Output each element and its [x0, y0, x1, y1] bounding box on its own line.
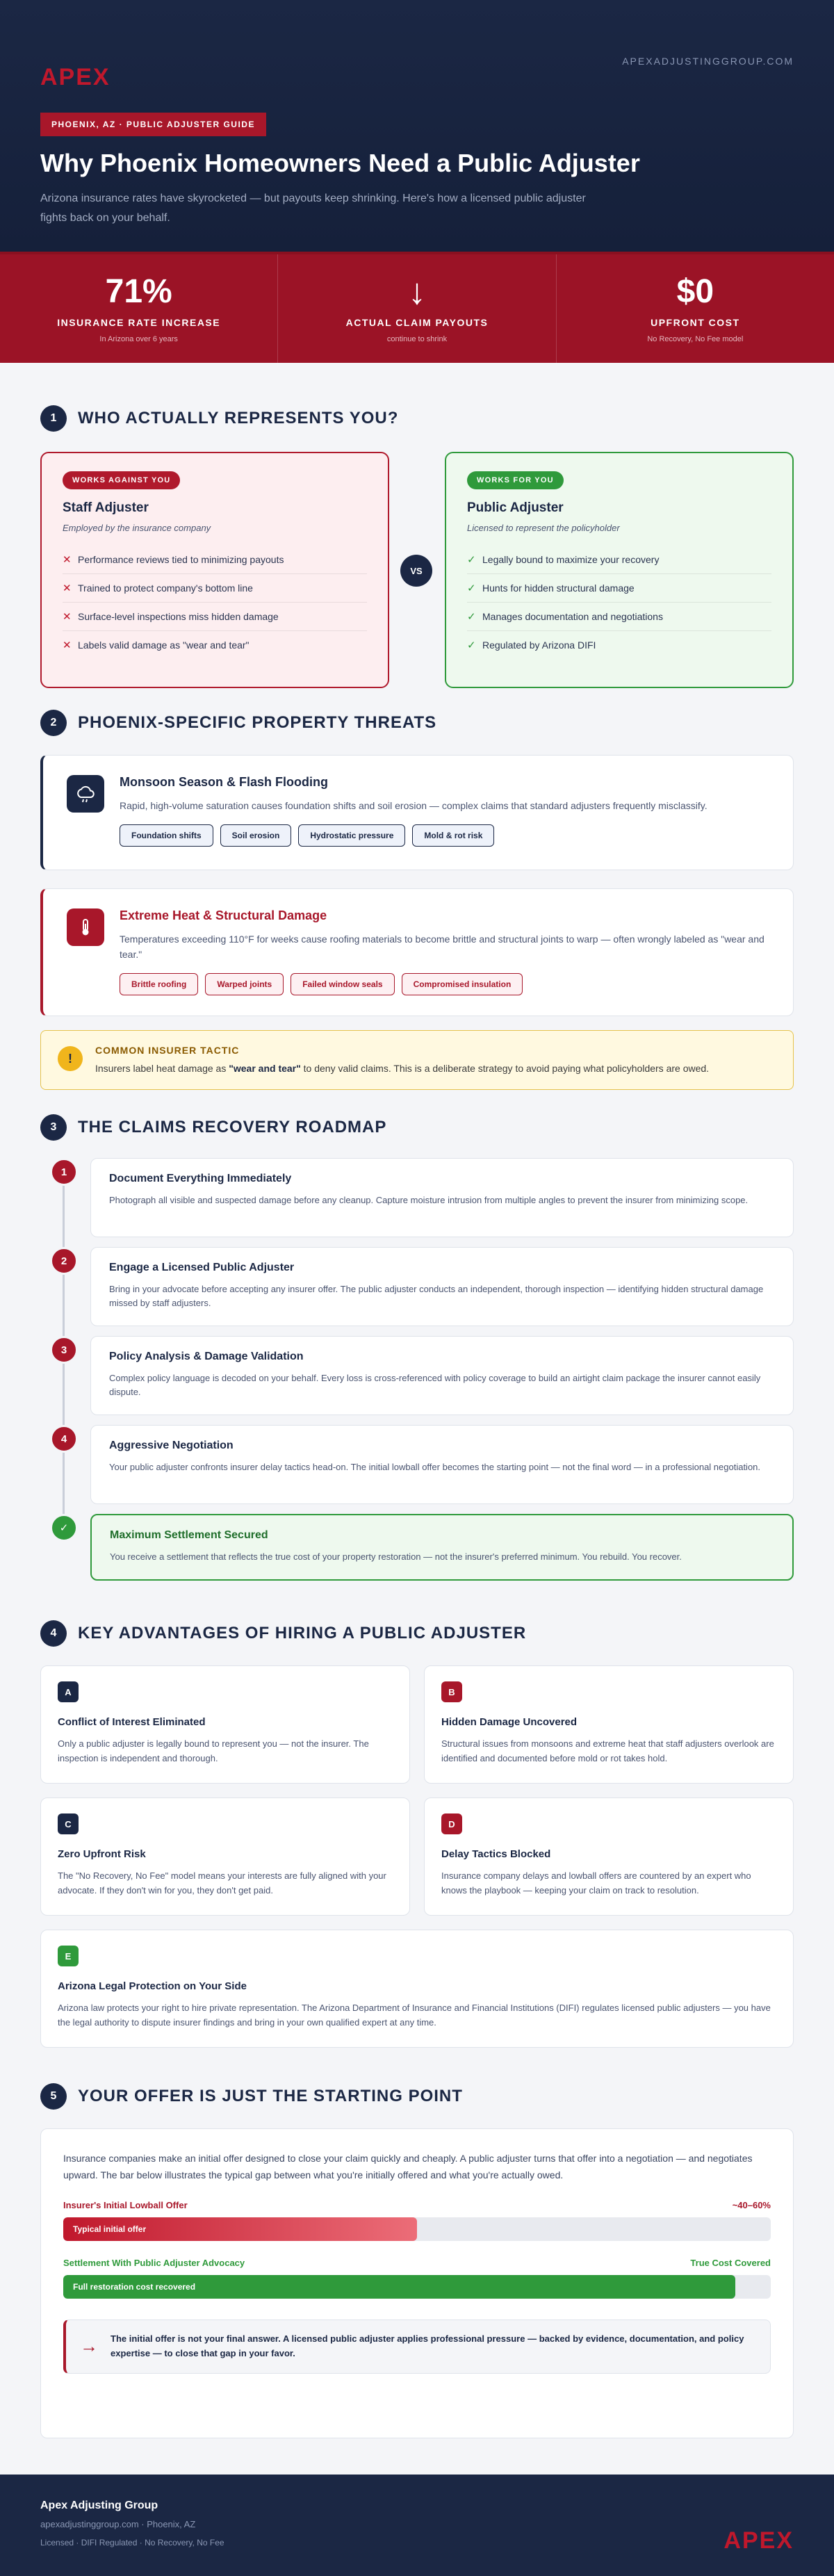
offer-note: [63, 2320, 771, 2374]
list-item: [467, 603, 771, 631]
threat-tag: Brittle roofing: [120, 973, 198, 995]
stat-sub: No Recovery, No Fee model: [647, 335, 744, 343]
section-advantages: [40, 1620, 794, 2048]
footer-credentials: Licensed · DIFI Regulated · No Recovery, No Fee: [40, 2538, 224, 2548]
section-representation: [40, 405, 794, 688]
check-icon: ✓: [50, 1514, 78, 1542]
step-description: You receive a settlement that reflects the true cost of your property restoration — not the insurer's preferred minimum. You rebuild. You recover.: [110, 1551, 682, 1562]
step-card: [90, 1247, 794, 1326]
advantage-title: Conflict of Interest Eliminated: [58, 1716, 206, 1728]
card-subtitle: Licensed to represent the policyholder: [467, 523, 620, 533]
con-list: [63, 546, 367, 659]
threat-tag: Foundation shifts: [120, 824, 213, 847]
threat-description: Temperatures exceeding 110°F for weeks cause roofing materials to become brittle and structural joints to warp — often wrongly labeled as "wear and tear.": [120, 934, 764, 960]
stat-claim-payouts: [278, 254, 556, 363]
stat-label: UPFRONT COST: [651, 317, 740, 328]
advantage-card: [424, 1665, 794, 1784]
section-title: KEY ADVANTAGES OF HIRING A PUBLIC ADJUSTER: [78, 1624, 527, 1642]
location-tag: PHOENIX, AZ · PUBLIC ADJUSTER GUIDE: [40, 113, 266, 136]
step-card: [90, 1514, 794, 1581]
threat-tag: Failed window seals: [291, 973, 394, 995]
card-subtitle: Employed by the insurance company: [63, 523, 211, 533]
advantage-title: Delay Tactics Blocked: [441, 1848, 551, 1860]
advantage-card: [40, 1665, 410, 1784]
x-icon: ✕: [63, 554, 72, 566]
step-title: Engage a Licensed Public Adjuster: [109, 1262, 295, 1273]
list-item: [63, 574, 367, 603]
warning-text-bold: "wear and tear": [229, 1063, 301, 1074]
site-url-link[interactable]: APEXADJUSTINGGROUP.COM: [622, 56, 794, 67]
warning-icon: !: [58, 1046, 83, 1071]
section-title: YOUR OFFER IS JUST THE STARTING POINT: [78, 2087, 463, 2105]
threat-card-monsoon: [40, 755, 794, 870]
settlement-bar-track: [63, 2275, 771, 2299]
section-threats: [40, 709, 794, 1090]
stat-label: INSURANCE RATE INCREASE: [57, 317, 221, 328]
section-number: 4: [40, 1620, 67, 1647]
threat-tags: [120, 973, 772, 995]
step-description: Complex policy language is decoded on your behalf. Every loss is cross-referenced with policy coverage to build an airtight claim package the insurer cannot easily dispute.: [109, 1373, 761, 1397]
roadmap-step: [40, 1247, 794, 1326]
list-item-text: Surface-level inspections miss hidden damage: [78, 611, 279, 622]
check-icon: ✓: [467, 554, 476, 566]
x-icon: ✕: [63, 582, 72, 594]
offer-intro: Insurance companies make an initial offer designed to close your claim quickly and cheaply. A public adjuster turns that offer into a negotiation — and negotiates upward. The bar below illustrates the typical gap between what you're initially offered and what you're actually owed.: [63, 2153, 753, 2180]
stat-rate-increase: [0, 254, 278, 363]
settlement-bar-header: [63, 2258, 771, 2268]
advantage-title: Arizona Legal Protection on Your Side: [58, 1980, 247, 1992]
stat-sub: In Arizona over 6 years: [99, 335, 178, 343]
x-icon: ✕: [63, 611, 72, 623]
advantage-description: Structural issues from monsoons and extreme heat that staff adjusters overlook are identified and documented before mold or rot takes hold.: [441, 1738, 774, 1763]
x-icon: ✕: [63, 639, 72, 651]
vs-badge: VS: [400, 555, 432, 587]
warning-title: COMMON INSURER TACTIC: [95, 1045, 240, 1056]
settlement-label: Settlement With Public Adjuster Advocacy: [63, 2258, 245, 2268]
step-card: [90, 1425, 794, 1504]
advantage-badge: A: [58, 1681, 79, 1702]
section-header: [40, 2082, 794, 2110]
section-header: [40, 405, 794, 432]
advantage-badge: B: [441, 1681, 462, 1702]
lowball-label: Insurer's Initial Lowball Offer: [63, 2200, 188, 2210]
works-for-badge: WORKS FOR YOU: [467, 471, 564, 489]
step-title: Maximum Settlement Secured: [110, 1529, 268, 1541]
section-header: [40, 709, 794, 737]
threat-title: Extreme Heat & Structural Damage: [120, 908, 327, 922]
list-item-text: Regulated by Arizona DIFI: [482, 639, 596, 651]
section-offer: [40, 2082, 794, 2438]
section-roadmap: [40, 1114, 794, 1603]
stats-bar: [0, 254, 834, 363]
footer: [0, 2475, 834, 2576]
step-description: Your public adjuster confronts insurer delay tactics head-on. The initial lowball offer becomes the starting point — not the final word — in a professional negotiation.: [109, 1462, 761, 1472]
lowball-bar-track: [63, 2217, 771, 2241]
threat-tag: Hydrostatic pressure: [298, 824, 405, 847]
step-number: 1: [50, 1158, 78, 1186]
thermometer-icon: [67, 908, 104, 946]
staff-adjuster-card: [40, 452, 389, 688]
step-number: 3: [50, 1336, 78, 1364]
roadmap-step: [40, 1336, 794, 1415]
roadmap-step: [40, 1158, 794, 1237]
list-item-text: Labels valid damage as "wear and tear": [78, 639, 250, 651]
threat-card-heat: [40, 888, 794, 1016]
warning-text-part: to deny valid claims. This is a deliberate strategy to avoid paying what policyholders are owed.: [300, 1063, 710, 1074]
warning-text: [95, 1063, 776, 1074]
lowball-range: ~40–60%: [732, 2200, 771, 2210]
advantages-grid: [40, 1665, 794, 2048]
check-icon: ✓: [467, 611, 476, 623]
threat-tag: Compromised insulation: [402, 973, 523, 995]
stat-value: 71%: [105, 273, 172, 310]
warning-text-part: Insurers label heat damage as: [95, 1063, 229, 1074]
list-item-text: Hunts for hidden structural damage: [482, 582, 635, 594]
roadmap-step-final: [40, 1514, 794, 1593]
threat-description: Rapid, high-volume saturation causes foundation shifts and soil erosion — complex claims that standard adjusters frequently misclassify.: [120, 800, 708, 811]
page-title: Why Phoenix Homeowners Need a Public Adjuster: [40, 149, 640, 177]
section-number: 3: [40, 1114, 67, 1141]
step-number: 4: [50, 1425, 78, 1453]
step-card: [90, 1336, 794, 1415]
apex-logo[interactable]: APEX: [40, 64, 111, 90]
section-title: WHO ACTUALLY REPRESENTS YOU?: [78, 409, 399, 427]
section-header: [40, 1620, 794, 1647]
step-title: Policy Analysis & Damage Validation: [109, 1351, 304, 1362]
list-item-text: Manages documentation and negotiations: [482, 611, 663, 622]
settlement-result: True Cost Covered: [690, 2258, 771, 2268]
list-item: [467, 574, 771, 603]
advantage-badge: D: [441, 1813, 462, 1834]
list-item: [63, 603, 367, 631]
section-title: THE CLAIMS RECOVERY ROADMAP: [78, 1118, 387, 1136]
page-subtitle: Arizona insurance rates have skyrocketed — but payouts keep shrinking. Here's how a licensed public adjuster fights back on your behalf.: [40, 193, 586, 224]
roadmap-timeline: [40, 1158, 794, 1593]
advantage-description: Only a public adjuster is legally bound to represent you — not the insurer. The inspection is independent and thorough.: [58, 1738, 369, 1763]
settlement-bar-fill: Full restoration cost recovered: [63, 2275, 735, 2299]
step-description: Bring in your advocate before accepting any insurer offer. The public adjuster conducts an independent, thorough inspection — identifying hidden structural damage missed by staff adjusters.: [109, 1284, 764, 1308]
step-title: Document Everything Immediately: [109, 1173, 292, 1184]
list-item-text: Legally bound to maximize your recovery: [482, 554, 660, 565]
threat-tag: Warped joints: [205, 973, 284, 995]
list-item-text: Performance reviews tied to minimizing payouts: [78, 554, 284, 565]
advantage-card-wide: [40, 1930, 794, 2048]
step-title: Aggressive Negotiation: [109, 1440, 234, 1451]
section-number: 1: [40, 405, 67, 432]
hero-header: [0, 0, 834, 254]
public-adjuster-card: [445, 452, 794, 688]
section-number: 5: [40, 2083, 67, 2110]
footer-contact[interactable]: apexadjustinggroup.com · Phoenix, AZ: [40, 2519, 196, 2529]
pro-list: [467, 546, 771, 659]
list-item: [467, 546, 771, 574]
stat-value: $0: [676, 273, 714, 310]
offer-card: [40, 2128, 794, 2438]
note-text: The initial offer is not your final answer. A licensed public adjuster applies professional pressure — backed by evidence, documentation, and policy expertise — to close that gap in your favor.: [111, 2333, 744, 2358]
stat-label: ACTUAL CLAIM PAYOUTS: [345, 317, 489, 328]
section-header: [40, 1114, 794, 1141]
list-item: [63, 631, 367, 659]
footer-logo[interactable]: APEX: [723, 2527, 794, 2554]
lowball-bar-header: [63, 2200, 771, 2210]
arrow-down-icon: ↓: [407, 272, 426, 312]
advantage-description: Insurance company delays and lowball offers are countered by an expert who knows the playbook — keeping your claim on track to resolution.: [441, 1870, 751, 1896]
lowball-bar-fill: Typical initial offer: [63, 2217, 417, 2241]
insurer-tactic-warning: [40, 1030, 794, 1090]
threat-tag: Mold & rot risk: [412, 824, 494, 847]
advantage-description: The "No Recovery, No Fee" model means your interests are fully aligned with your advocate. If they don't win for you, they don't get paid.: [58, 1870, 386, 1896]
cloud-rain-icon: [67, 775, 104, 813]
step-number: 2: [50, 1247, 78, 1275]
roadmap-step: [40, 1425, 794, 1504]
advantage-card: [40, 1798, 410, 1916]
step-description: Photograph all visible and suspected damage before any cleanup. Capture moisture intrusion from multiple angles to prevent the insurer from minimizing scope.: [109, 1195, 749, 1205]
adjuster-comparison: [40, 452, 794, 688]
advantage-title: Zero Upfront Risk: [58, 1848, 146, 1860]
threat-tag: Soil erosion: [220, 824, 292, 847]
advantage-title: Hidden Damage Uncovered: [441, 1716, 578, 1728]
threat-tags: [120, 824, 772, 847]
list-item: [467, 631, 771, 659]
stat-upfront-cost: [557, 254, 834, 363]
list-item: [63, 546, 367, 574]
card-title: Public Adjuster: [467, 500, 564, 515]
step-card: [90, 1158, 794, 1237]
section-title: PHOENIX-SPECIFIC PROPERTY THREATS: [78, 713, 437, 732]
threat-title: Monsoon Season & Flash Flooding: [120, 775, 328, 789]
card-title: Staff Adjuster: [63, 500, 149, 515]
footer-company-name: Apex Adjusting Group: [40, 2500, 158, 2511]
advantage-description: Arizona law protects your right to hire private representation. The Arizona Department of Insurance and Financial Institutions (DIFI) regulates licensed public adjusters — you have the legal authority to dispute insurer findings and bring in your own qualified expert at any time.: [58, 2003, 771, 2028]
advantage-badge: E: [58, 1946, 79, 1966]
check-icon: ✓: [467, 582, 476, 594]
stat-sub: continue to shrink: [386, 335, 448, 343]
check-icon: ✓: [467, 639, 476, 651]
arrow-right-icon: →: [80, 2335, 98, 2356]
advantage-badge: C: [58, 1813, 79, 1834]
section-number: 2: [40, 710, 67, 736]
advantage-card: [424, 1798, 794, 1916]
list-item-text: Trained to protect company's bottom line: [78, 582, 253, 594]
works-against-badge: WORKS AGAINST YOU: [63, 471, 180, 489]
